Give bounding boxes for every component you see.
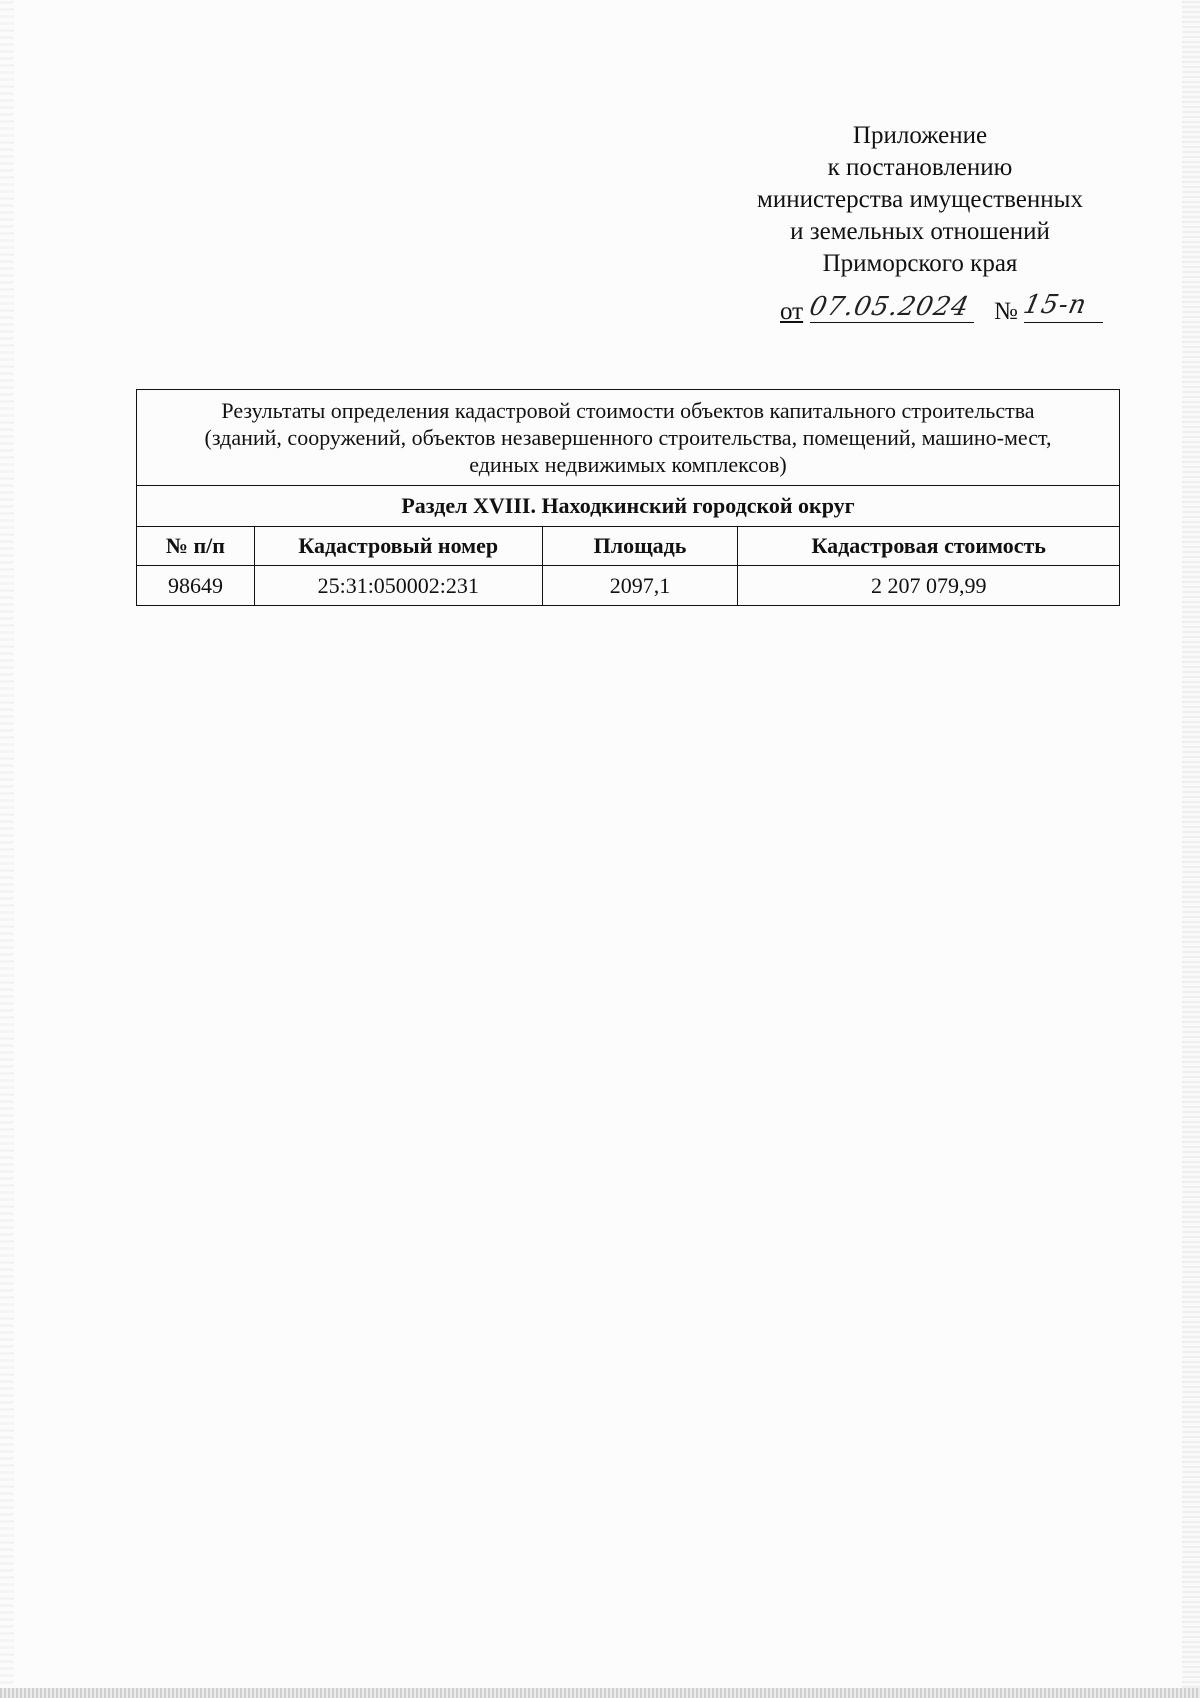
appendix-line: к постановлению: [827, 154, 1013, 181]
decree-date-field: [806, 292, 974, 323]
caption-line: единых недвижимых комплексов): [469, 452, 787, 477]
decree-date-number: [780, 290, 1103, 328]
number-label: №: [994, 298, 1018, 325]
handwritten-number: 15-п: [1020, 290, 1090, 320]
appendix-line: министерства имущественных: [757, 186, 1083, 213]
column-header: Кадастровый номер: [254, 527, 542, 566]
caption-line: Результаты определения кадастровой стоимости объектов капитального строительства: [221, 398, 1035, 423]
section-title: Раздел XVIII. Находкинский городской округ: [137, 486, 1120, 527]
from-label: от: [780, 298, 804, 325]
scan-edge-left: [0, 0, 14, 1698]
appendix-line: Приложение: [852, 122, 988, 149]
decree-number-field: [1020, 290, 1103, 323]
row-number-cell: 98649: [137, 566, 255, 606]
cadastral-number-cell: 25:31:050002:231: [254, 566, 542, 606]
appendix-line: и земельных отношений: [790, 218, 1050, 245]
column-header: № п/п: [137, 527, 255, 566]
scan-edge-bottom: [0, 1688, 1200, 1698]
appendix-line: Приморского края: [822, 250, 1018, 277]
table-row: [137, 566, 1120, 606]
cadastral-results-table: [136, 389, 1120, 606]
column-header: Площадь: [542, 527, 738, 566]
caption-line: (зданий, сооружений, объектов незавершенного строительства, помещений, машино-мест,: [204, 425, 1052, 450]
handwritten-date: 07.05.2024: [806, 292, 973, 322]
appendix-header: [720, 120, 1120, 280]
area-cell: 2097,1: [542, 566, 738, 606]
cadastral-value-cell: 2 207 079,99: [738, 566, 1120, 606]
column-header: Кадастровая стоимость: [738, 527, 1120, 566]
table-caption: [137, 390, 1120, 486]
scan-edge-right: [1182, 0, 1200, 1698]
table-header-row: [137, 527, 1120, 566]
